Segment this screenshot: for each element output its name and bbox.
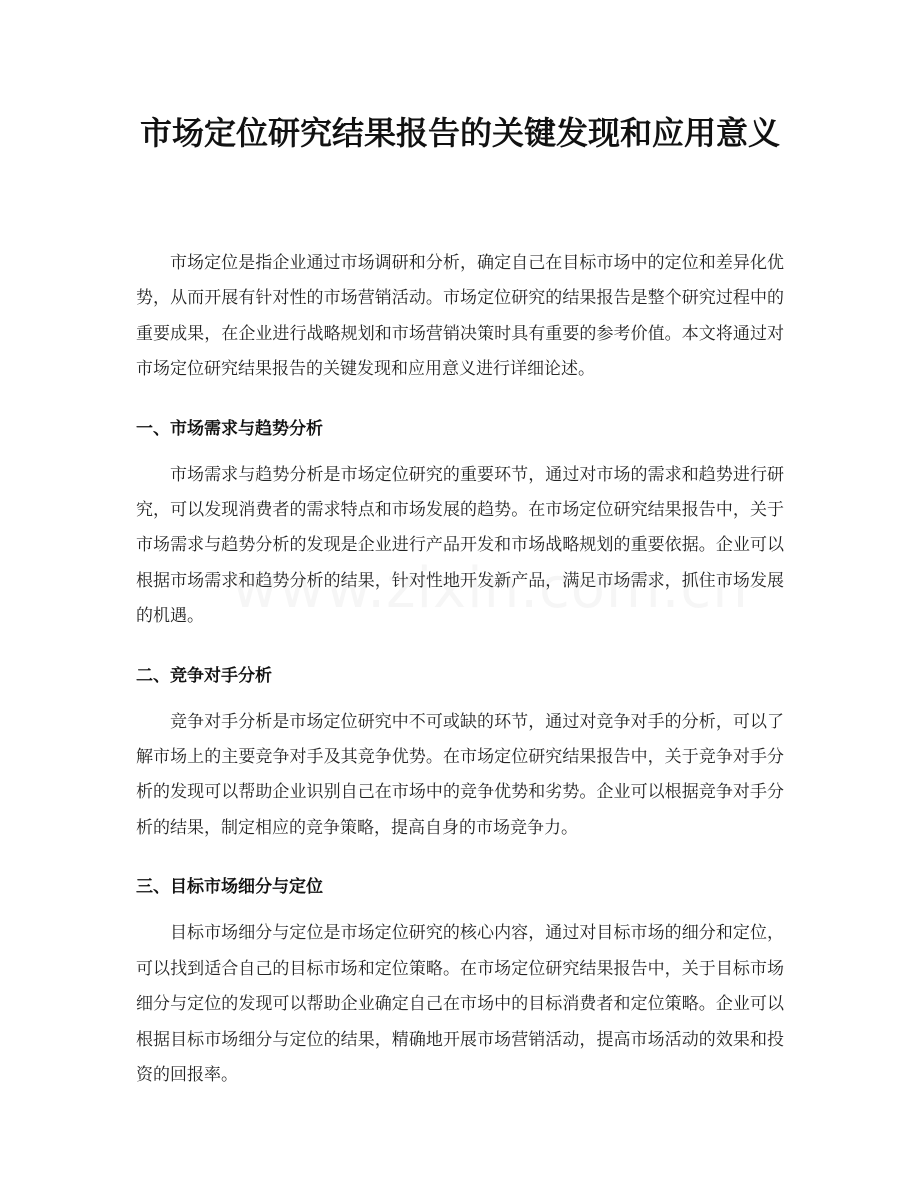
section-heading-2: 二、竞争对手分析 — [136, 665, 272, 686]
section-body-3: 目标市场细分与定位是市场定位研究的核心内容，通过对目标市场的细分和定位，可以找到适合自己的目标市场和定位策略。在市场定位研究结果报告中，关于目标市场细分与定位的发现可以帮助企业确定自己在市场中的目标消费者和定位策略。企业可以根据目标市场细分与定位的结果，精确地开展市场营销活动，提高市场活动的效果和投资的回报率。 — [136, 923, 784, 1085]
document-body — [136, 246, 784, 1093]
intro-paragraph: 市场定位是指企业通过市场调研和分析，确定自己在目标市场中的定位和差异化优势，从而开展有针对性的市场营销活动。市场定位研究的结果报告是整个研究过程中的重要成果，在企业进行战略规划和市场营销决策时具有重要的参考价值。本文将通过对市场定位研究结果报告的关键发现和应用意义进行详细论述。 — [136, 253, 784, 380]
section-body-2: 竞争对手分析是市场定位研究中不可或缺的环节，通过对竞争对手的分析，可以了解市场上的主要竞争对手及其竞争优势。在市场定位研究结果报告中，关于竞争对手分析的发现可以帮助企业识别自己在市场中的竞争优势和劣势。企业可以根据竞争对手分析的结果，制定相应的竞争策略，提高自身的市场竞争力。 — [136, 711, 784, 838]
section-heading-1: 一、市场需求与趋势分析 — [136, 418, 323, 439]
document-title: 市场定位研究结果报告的关键发现和应用意义 — [139, 114, 780, 152]
section-body-1: 市场需求与趋势分析是市场定位研究的重要环节，通过对市场的需求和趋势进行研究，可以发现消费者的需求特点和市场发展的趋势。在市场定位研究结果报告中，关于市场需求与趋势分析的发现是企业进行产品开发和市场战略规划的重要依据。企业可以根据市场需求和趋势分析的结果，针对性地开发新产品，满足市场需求，抓住市场发展的机遇。 — [136, 464, 784, 627]
section-heading-3: 三、目标市场细分与定位 — [136, 877, 323, 898]
